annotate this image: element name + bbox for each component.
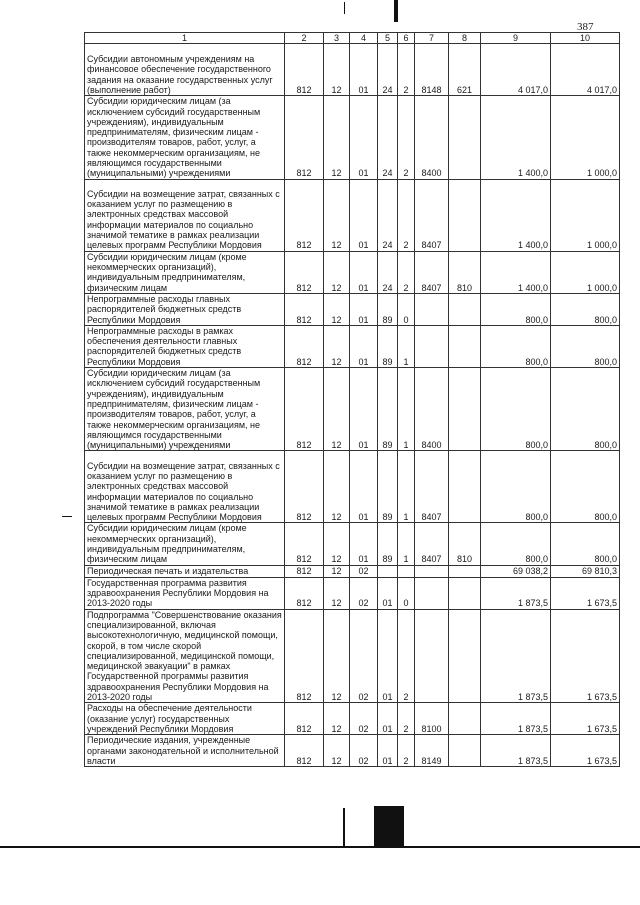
table-row [85,325,620,367]
cell-code-5: 89 [378,523,398,565]
cell-code-7 [415,293,449,325]
cell-code-3: 12 [324,293,350,325]
cell-amount-10: 1 673,5 [551,609,620,703]
cell-code-7: 8149 [415,735,449,767]
cell-code-7: 8407 [415,251,449,293]
cell-code-8 [449,368,481,451]
cell-code-6: 2 [398,251,415,293]
cell-code-2: 812 [285,577,324,609]
cell-code-4: 02 [350,577,378,609]
cell-amount-10: 800,0 [551,325,620,367]
cell-code-4: 01 [350,368,378,451]
cell-code-8 [449,565,481,577]
cell-code-5: 24 [378,179,398,251]
cell-code-7: 8400 [415,96,449,179]
scan-mark-bottom [374,806,404,846]
cell-code-8: 810 [449,251,481,293]
cell-amount-10: 1 000,0 [551,251,620,293]
scan-line-bottom [0,846,640,848]
cell-code-5: 01 [378,609,398,703]
cell-code-6 [398,565,415,577]
col-header: 6 [398,33,415,44]
cell-code-4: 02 [350,609,378,703]
row-description: Периодическая печать и издательства [85,565,285,577]
cell-code-5: 24 [378,96,398,179]
cell-code-3: 12 [324,44,350,96]
row-description: Подпрограмма "Совершенствование оказания специализированной, включая высокотехнологичную, медицинской помощи, скорой, в том числе скорой специализированной, медицинской помощи, медицинской эвакуации" в рамках Государственной программы развития здравоохранения Республики Мордовия на 2013-2020 годы [85,609,285,703]
row-description: Государственная программа развития здравоохранения Республики Мордовия на 2013-2020 годы [85,577,285,609]
cell-code-5: 01 [378,735,398,767]
cell-code-8 [449,577,481,609]
cell-code-3: 12 [324,179,350,251]
table-row [85,368,620,451]
cell-code-8 [449,96,481,179]
cell-code-4: 01 [350,451,378,523]
cell-code-7: 8148 [415,44,449,96]
cell-code-6: 1 [398,368,415,451]
row-description: Периодические издания, учрежденные органами законодательной и исполнительной власти [85,735,285,767]
cell-amount-10: 1 673,5 [551,577,620,609]
cell-code-7 [415,325,449,367]
col-header: 7 [415,33,449,44]
cell-code-5: 01 [378,703,398,735]
table-row [85,44,620,96]
cell-amount-10: 800,0 [551,293,620,325]
cell-amount-9: 800,0 [481,368,551,451]
table-row [85,251,620,293]
col-header: 10 [551,33,620,44]
col-header: 8 [449,33,481,44]
cell-amount-9: 69 038,2 [481,565,551,577]
cell-amount-9: 800,0 [481,451,551,523]
row-description: Субсидии юридическим лицам (кроме некоммерческих организаций), индивидуальным предпринимателям, физическим лицам [85,523,285,565]
col-header: 2 [285,33,324,44]
cell-code-6: 2 [398,703,415,735]
cell-code-2: 812 [285,451,324,523]
cell-code-4: 01 [350,179,378,251]
cell-code-2: 812 [285,565,324,577]
cell-code-2: 812 [285,523,324,565]
cell-code-6: 0 [398,293,415,325]
row-description: Субсидии юридическим лицам (кроме некоммерческих организаций), индивидуальным предпринимателям, физическим лицам [85,251,285,293]
cell-code-4: 02 [350,703,378,735]
col-header: 3 [324,33,350,44]
cell-code-8 [449,179,481,251]
cell-amount-9: 1 873,5 [481,735,551,767]
cell-code-2: 812 [285,325,324,367]
cell-code-2: 812 [285,96,324,179]
cell-code-3: 12 [324,368,350,451]
cell-amount-9: 4 017,0 [481,44,551,96]
cell-code-3: 12 [324,577,350,609]
cell-amount-9: 800,0 [481,325,551,367]
row-description: Субсидии на возмещение затрат, связанных с оказанием услуг по размещению в электронных средствах массовой информации материалов по социально значимой тематике в рамках реализации целевых программ Республики Мордовия [85,451,285,523]
page-number: 387 [577,21,594,33]
cell-code-7: 8407 [415,451,449,523]
cell-code-4: 02 [350,735,378,767]
col-header: 9 [481,33,551,44]
cell-code-6: 1 [398,523,415,565]
cell-code-8: 810 [449,523,481,565]
cell-code-8 [449,451,481,523]
table-row [85,565,620,577]
table-row [85,451,620,523]
cell-code-3: 12 [324,565,350,577]
cell-amount-9: 1 873,5 [481,703,551,735]
cell-code-5: 89 [378,368,398,451]
cell-code-2: 812 [285,368,324,451]
cell-code-3: 12 [324,609,350,703]
budget-table [84,32,620,767]
cell-code-2: 812 [285,251,324,293]
cell-amount-10: 1 673,5 [551,703,620,735]
scan-mark-top [394,0,398,22]
table-row [85,577,620,609]
cell-code-7: 8407 [415,523,449,565]
cell-code-2: 812 [285,703,324,735]
cell-code-8 [449,293,481,325]
row-description: Субсидии на возмещение затрат, связанных с оказанием услуг по размещению в электронных средствах массовой информации материалов по социально значимой тематике в рамках реализации целевых программ Республики Мордовия [85,179,285,251]
cell-code-6: 1 [398,325,415,367]
cell-code-7: 8100 [415,703,449,735]
cell-code-2: 812 [285,735,324,767]
col-header: 4 [350,33,378,44]
cell-amount-10: 800,0 [551,451,620,523]
row-description: Расходы на обеспечение деятельности (оказание услуг) государственных учреждений Республики Мордовия [85,703,285,735]
header-row [85,33,620,44]
cell-code-4: 01 [350,44,378,96]
cell-code-3: 12 [324,96,350,179]
cell-code-5: 89 [378,293,398,325]
cell-amount-9: 800,0 [481,293,551,325]
cell-code-3: 12 [324,735,350,767]
cell-code-4: 01 [350,251,378,293]
cell-code-5: 24 [378,44,398,96]
cell-code-2: 812 [285,609,324,703]
row-description: Непрограммные расходы главных распорядителей бюджетных средств Республики Мордовия [85,293,285,325]
cell-code-6: 2 [398,179,415,251]
cell-code-4: 02 [350,565,378,577]
cell-code-4: 01 [350,96,378,179]
col-header: 5 [378,33,398,44]
row-description: Непрограммные расходы в рамках обеспечения деятельности главных распорядителей бюджетных средств Республики Мордовия [85,325,285,367]
cell-code-2: 812 [285,179,324,251]
table-row [85,609,620,703]
cell-code-3: 12 [324,251,350,293]
cell-code-7 [415,565,449,577]
table-row [85,735,620,767]
cell-amount-10: 800,0 [551,368,620,451]
cell-code-8 [449,325,481,367]
cell-code-7: 8400 [415,368,449,451]
cell-code-6: 2 [398,735,415,767]
table-row [85,179,620,251]
cell-code-8: 621 [449,44,481,96]
cell-code-6: 2 [398,609,415,703]
scan-mark-bottom-thin [343,808,345,846]
scan-tick-left [62,516,72,517]
cell-code-4: 01 [350,293,378,325]
row-description: Субсидии автономным учреждениям на финансовое обеспечение государственного задания на оказание государственных услуг (выполнение работ) [85,44,285,96]
cell-amount-10: 1 000,0 [551,179,620,251]
cell-amount-9: 1 873,5 [481,609,551,703]
table-row [85,523,620,565]
cell-amount-10: 800,0 [551,523,620,565]
row-description: Субсидии юридическим лицам (за исключением субсидий государственным учреждениям), индивидуальным предпринимателям, физическим лицам - производителям товаров, работ, услуг, а также некоммерческим организациям, не являющимся государственными (муниципальными) учреждениями [85,368,285,451]
cell-code-8 [449,703,481,735]
cell-amount-10: 1 673,5 [551,735,620,767]
cell-code-7 [415,609,449,703]
cell-amount-10: 1 000,0 [551,96,620,179]
cell-code-2: 812 [285,293,324,325]
cell-code-3: 12 [324,451,350,523]
cell-code-3: 12 [324,325,350,367]
col-header: 1 [85,33,285,44]
cell-amount-9: 800,0 [481,523,551,565]
cell-code-6: 2 [398,44,415,96]
cell-code-4: 01 [350,523,378,565]
cell-code-2: 812 [285,44,324,96]
table-row [85,703,620,735]
cell-code-5: 01 [378,577,398,609]
cell-code-5 [378,565,398,577]
cell-amount-9: 1 873,5 [481,577,551,609]
cell-code-4: 01 [350,325,378,367]
scan-mark-top-thin [344,2,345,14]
row-description: Субсидии юридическим лицам (за исключением субсидий государственным учреждениям), индивидуальным предпринимателям, физическим лицам - производителям товаров, работ, услуг, а также некоммерческим организациям, не являющимся государственными (муниципальными) учреждениями [85,96,285,179]
cell-code-6: 1 [398,451,415,523]
cell-code-8 [449,735,481,767]
cell-code-5: 89 [378,451,398,523]
cell-code-6: 0 [398,577,415,609]
cell-amount-9: 1 400,0 [481,96,551,179]
cell-amount-9: 1 400,0 [481,251,551,293]
cell-amount-10: 69 810,3 [551,565,620,577]
cell-amount-10: 4 017,0 [551,44,620,96]
table-row [85,293,620,325]
cell-code-5: 24 [378,251,398,293]
cell-code-3: 12 [324,703,350,735]
cell-code-7: 8407 [415,179,449,251]
cell-code-7 [415,577,449,609]
cell-code-6: 2 [398,96,415,179]
cell-code-5: 89 [378,325,398,367]
table-row [85,96,620,179]
cell-code-3: 12 [324,523,350,565]
cell-amount-9: 1 400,0 [481,179,551,251]
cell-code-8 [449,609,481,703]
